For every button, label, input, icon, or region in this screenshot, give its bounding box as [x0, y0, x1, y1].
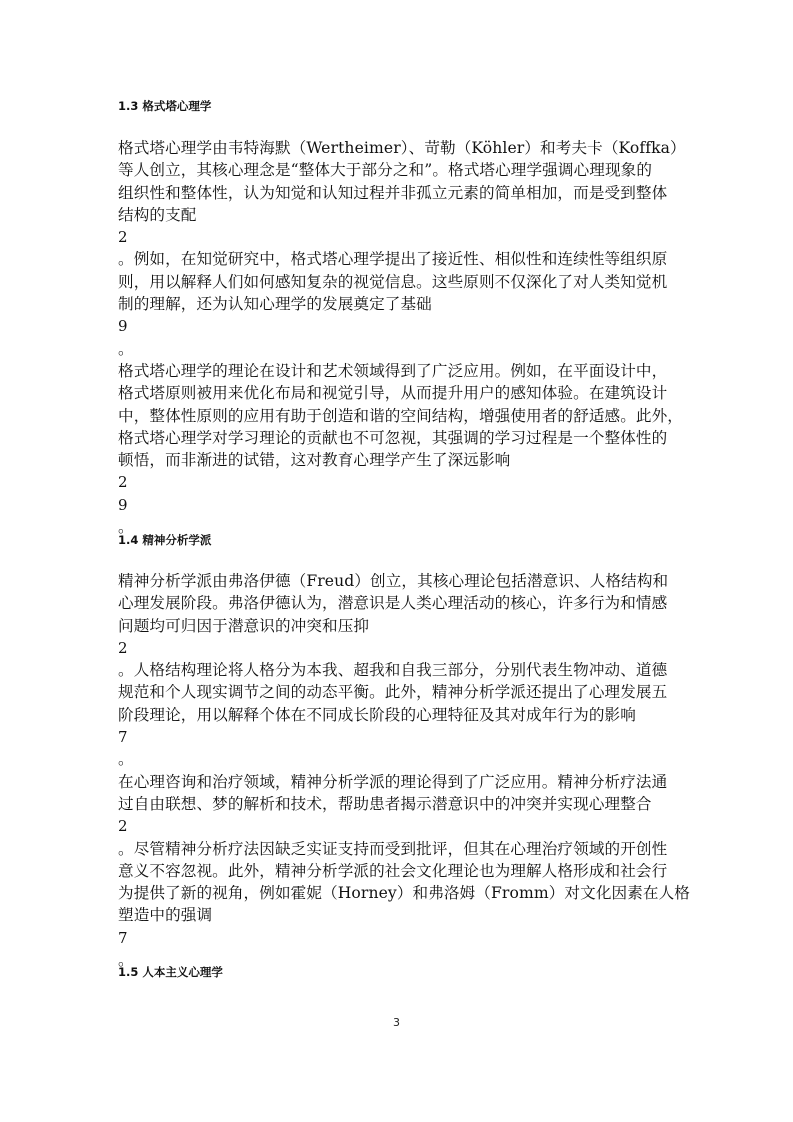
text-line: 精神分析学派由弗洛伊德（Freud）创立，其核心理论包括潜意识、人格结构和	[118, 572, 669, 590]
section-heading-1-3: 1.3 格式塔心理学	[118, 99, 212, 113]
paragraph-gestalt-applications	[118, 360, 683, 538]
text-line: 中，整体性原则的应用有助于创造和谐的空间结构，增强使用者的舒适感。此外，	[118, 406, 683, 425]
text-line: 。	[118, 339, 134, 358]
text-line: 。尽管精神分析疗法因缺乏实证支持而受到批评，但其在心理治疗领域的开创性	[118, 839, 668, 858]
text-line: 问题均可归因于潜意识的冲突和压抑	[118, 616, 370, 635]
paragraph-gestalt-origin	[118, 137, 686, 360]
page-number: 3	[393, 1016, 400, 1029]
section-heading-1-4: 1.4 精神分析学派	[118, 533, 212, 547]
text-line: 。人格结构理论将人格分为本我、超我和自我三部分，分别代表生物冲动、道德	[118, 661, 668, 680]
text-line: 格式塔心理学对学习理论的贡献也不可忽视，其强调的学习过程是一个整体性的	[118, 428, 668, 447]
text-line: 格式塔心理学的理论在设计和艺术领域得到了广泛应用。例如，在平面设计中，	[118, 362, 668, 380]
citation-number: 9	[118, 317, 128, 336]
text-line: 塑造中的强调	[118, 906, 213, 925]
text-line: 意义不容忽视。此外，精神分析学派的社会文化理论也为理解人格形成和社会行	[118, 861, 668, 880]
text-line: 顿悟，而非渐进的试错，这对教育心理学产生了深远影响	[118, 451, 511, 470]
citation-number: 2	[118, 817, 128, 836]
text-line: 在心理咨询和治疗领域，精神分析学派的理论得到了广泛应用。精神分析疗法通	[118, 772, 668, 791]
text-line: 心理发展阶段。弗洛伊德认为，潜意识是人类心理活动的核心，许多行为和情感	[118, 594, 668, 613]
text-line: 。	[118, 750, 134, 769]
citation-number: 2	[118, 473, 128, 492]
text-line: 则，用以解释人们如何感知复杂的视觉信息。这些原则不仅深化了对人类知觉机	[118, 272, 668, 291]
text-line: 过自由联想、梦的解析和技术，帮助患者揭示潜意识中的冲突并实现心理整合	[118, 794, 652, 813]
citation-number: 7	[118, 728, 128, 747]
text-line: 。例如，在知觉研究中，格式塔心理学提出了接近性、相似性和连续性等组织原	[118, 250, 668, 269]
text-line: 。	[118, 518, 134, 537]
citation-number: 9	[118, 495, 128, 514]
citation-number: 7	[118, 928, 128, 947]
text-line: 等人创立，其核心理念是“整体大于部分之和”。格式塔心理学强调心理现象的	[118, 161, 653, 180]
paragraph-psychoanalysis	[118, 570, 690, 971]
text-line: 格式塔心理学由韦特海默（Wertheimer）、苛勒（Köhler）和考夫卡（Koffka）	[118, 139, 686, 157]
text-line: 为提供了新的视角，例如霍妮（Horney）和弗洛姆（Fromm）对文化因素在人格	[118, 884, 690, 903]
citation-number: 2	[118, 228, 128, 247]
section-heading-1-5: 1.5 人本主义心理学	[118, 965, 223, 979]
text-line: 格式塔原则被用来优化布局和视觉引导，从而提升用户的感知体验。在建筑设计	[118, 384, 668, 403]
text-line: 阶段理论，用以解释个体在不同成长阶段的心理特征及其对成年行为的影响	[118, 705, 636, 724]
citation-number: 2	[118, 638, 128, 657]
text-line: 。	[118, 951, 134, 970]
text-line: 制的理解，还为认知心理学的发展奠定了基础	[118, 295, 432, 314]
text-line: 规范和个人现实调节之间的动态平衡。此外，精神分析学派还提出了心理发展五	[118, 683, 668, 702]
text-line: 组织性和整体性，认为知觉和认知过程并非孤立元素的简单相加，而是受到整体	[118, 183, 668, 202]
text-line: 结构的支配	[118, 205, 197, 224]
